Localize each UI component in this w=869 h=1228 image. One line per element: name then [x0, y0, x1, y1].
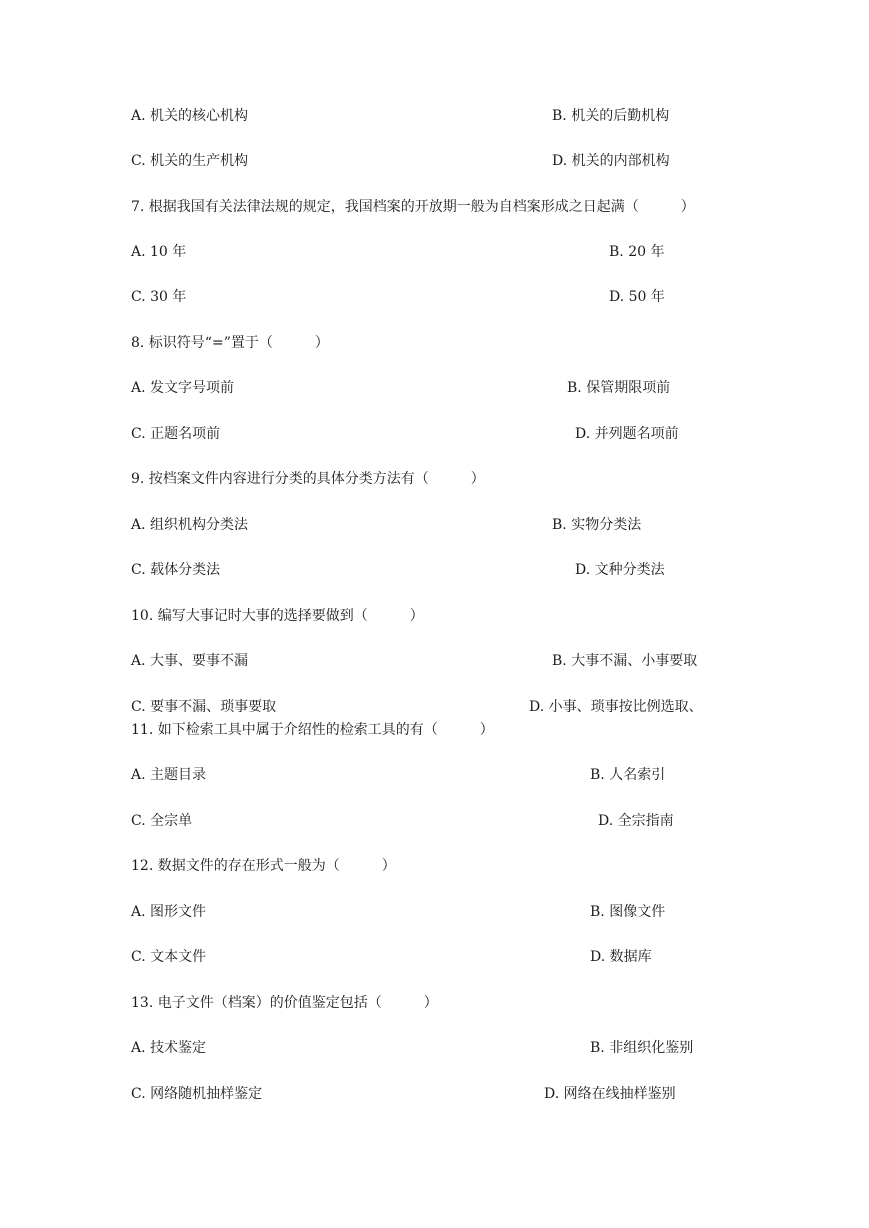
q13-option-b: B. 非组织化鉴别 — [590, 1040, 694, 1056]
q6-option-d: D. 机关的内部机构 — [552, 153, 670, 169]
q11-option-d: D. 全宗指南 — [598, 813, 674, 829]
q7-question: 7. 根据我国有关法律法规的规定，我国档案的开放期一般为自档案形成之日起满（ ） — [131, 199, 695, 215]
q10-option-a: A. 大事、要事不漏 — [131, 653, 249, 669]
q9-option-a: A. 组织机构分类法 — [131, 517, 249, 533]
q8-option-c: C. 正题名项前 — [131, 426, 221, 442]
q8-option-d: D. 并列题名项前 — [575, 426, 679, 442]
q12-question: 12. 数据文件的存在形式一般为（ ） — [131, 858, 396, 874]
q9-option-c: C. 载体分类法 — [131, 562, 221, 578]
q8-option-a: A. 发文字号项前 — [131, 380, 235, 396]
q7-option-d: D. 50 年 — [609, 289, 665, 305]
q7-option-b: B. 20 年 — [609, 244, 665, 260]
q9-option-d: D. 文种分类法 — [575, 562, 665, 578]
q13-option-d: D. 网络在线抽样鉴别 — [544, 1086, 676, 1102]
q8-question: 8. 标识符号“=”置于（ ） — [131, 335, 329, 351]
q10-option-d: D. 小事、琐事按比例选取、 — [529, 699, 703, 715]
q6-option-b: B. 机关的后勤机构 — [552, 108, 670, 124]
q12-option-b: B. 图像文件 — [590, 904, 666, 920]
q11-question: 11. 如下检索工具中属于介绍性的检索工具的有（ ） — [131, 722, 494, 738]
q10-option-c: C. 要事不漏、琐事要取 — [131, 699, 277, 715]
q12-option-a: A. 图形文件 — [131, 904, 207, 920]
q8-option-b: B. 保管期限项前 — [567, 380, 671, 396]
q11-option-b: B. 人名索引 — [590, 767, 666, 783]
q13-option-c: C. 网络随机抽样鉴定 — [131, 1086, 263, 1102]
q9-question: 9. 按档案文件内容进行分类的具体分类方法有（ ） — [131, 471, 485, 487]
q10-option-b: B. 大事不漏、小事要取 — [552, 653, 698, 669]
q11-option-c: C. 全宗单 — [131, 813, 193, 829]
q6-option-c: C. 机关的生产机构 — [131, 153, 249, 169]
q13-question: 13. 电子文件（档案）的价值鉴定包括（ ） — [131, 995, 438, 1011]
q12-option-d: D. 数据库 — [590, 949, 652, 965]
q7-option-a: A. 10 年 — [131, 244, 187, 260]
q13-option-a: A. 技术鉴定 — [131, 1040, 207, 1056]
q6-option-a: A. 机关的核心机构 — [131, 108, 249, 124]
q7-option-c: C. 30 年 — [131, 289, 187, 305]
q10-question: 10. 编写大事记时大事的选择要做到（ ） — [131, 608, 424, 624]
q11-option-a: A. 主题目录 — [131, 767, 207, 783]
q12-option-c: C. 文本文件 — [131, 949, 207, 965]
q9-option-b: B. 实物分类法 — [552, 517, 642, 533]
